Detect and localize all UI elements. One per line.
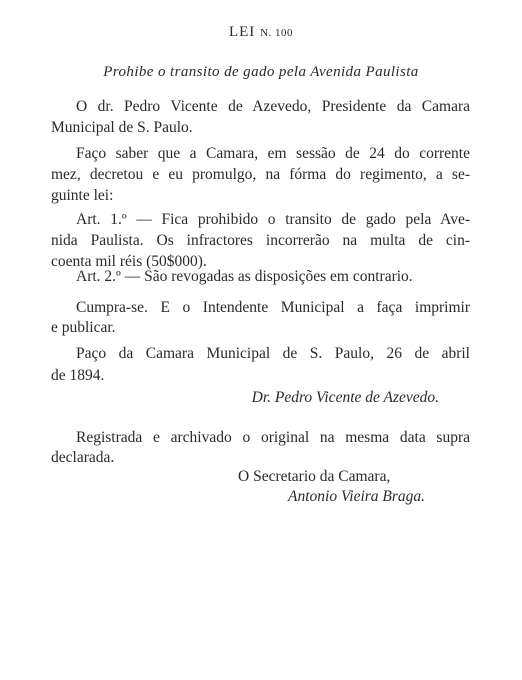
paragraph-line: Municipal de S. Paulo. xyxy=(51,119,193,136)
article-2-line: Art. 2.º — São revogadas as disposições em contrario. xyxy=(76,268,413,285)
paragraph-line: guinte lei: xyxy=(51,187,114,204)
paragraph-line: O dr. Pedro Vicente de Azevedo, Presidente da Camara xyxy=(76,98,470,115)
paragraph-line: Paço da Camara Municipal de S. Paulo, 26 de abril xyxy=(76,345,470,362)
paragraph-line: Registrada e archivado o original na mesma data supra xyxy=(76,429,470,446)
law-subtitle: Prohibe o transito de gado pela Avenida Paulista xyxy=(103,64,419,80)
paragraph-line: e publicar. xyxy=(51,319,116,336)
signature-president: Dr. Pedro Vicente de Azevedo. xyxy=(251,389,439,406)
paragraph-line: mez, decretou e eu promulgo, na fórma do regimento, a se- xyxy=(51,166,470,183)
paragraph-line: Faço saber que a Camara, em sessão de 24 do corrente xyxy=(76,145,470,162)
article-1-line: Art. 1.º — Fica prohibido o transito de gado pela Ave- xyxy=(76,211,470,228)
paragraph-line: declarada. xyxy=(51,449,115,466)
paragraph-line: Cumpra-se. E o Intendente Municipal a faça imprimir xyxy=(76,299,470,316)
article-1-line: nida Paulista. Os infractores incorrerão na multa de cin- xyxy=(51,232,470,249)
paragraph-line: de 1894. xyxy=(51,367,105,384)
article-1-line: coenta mil réis (50$000). xyxy=(51,253,207,270)
signature-secretary: Antonio Vieira Braga. xyxy=(288,488,426,505)
secretary-title: O Secretario da Camara, xyxy=(238,468,391,485)
law-title-number: N. 100 xyxy=(260,27,294,39)
law-title xyxy=(0,22,522,43)
law-title-prefix: LEI xyxy=(228,24,256,40)
